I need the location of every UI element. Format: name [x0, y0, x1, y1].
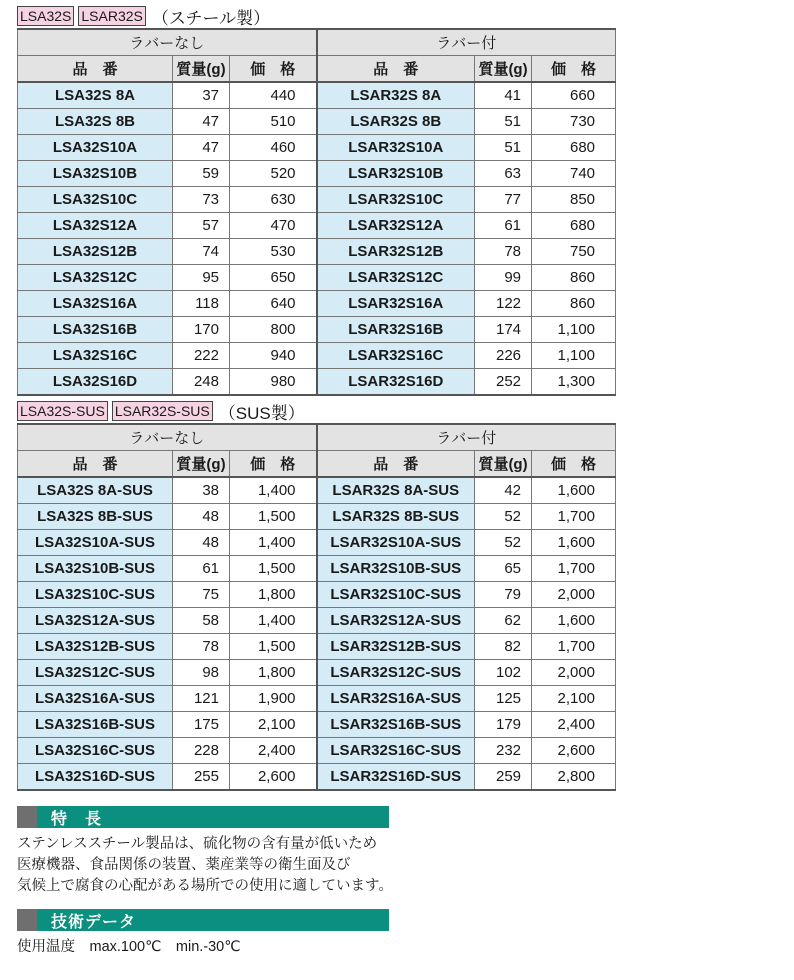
price-cell: 980 — [230, 369, 317, 396]
part-number-cell: LSA32S10A — [18, 135, 173, 161]
table-row — [18, 239, 616, 265]
mass-cell: 52 — [475, 530, 532, 556]
mass-cell: 79 — [475, 582, 532, 608]
features-title: 特 長 — [51, 810, 103, 828]
table-row — [18, 317, 616, 343]
price-cell: 850 — [532, 187, 616, 213]
col-header-mass: 質量(g) — [173, 56, 230, 83]
col-header-price: 価 格 — [532, 56, 616, 83]
part-number-cell: LSA32S12A-SUS — [18, 608, 173, 634]
part-number-cell: LSAR32S16B — [317, 317, 475, 343]
table-row — [18, 686, 616, 712]
section-title: （スチール製） — [151, 8, 271, 28]
part-number-cell: LSA32S16C — [18, 343, 173, 369]
price-cell: 530 — [230, 239, 317, 265]
price-cell: 630 — [230, 187, 317, 213]
section-title: （SUS製） — [218, 403, 305, 423]
part-number-cell: LSAR32S16D-SUS — [317, 764, 475, 791]
part-number-cell: LSA32S16A — [18, 291, 173, 317]
price-cell: 1,700 — [532, 504, 616, 530]
mass-cell: 248 — [173, 369, 230, 396]
table-row — [18, 161, 616, 187]
table-row — [18, 634, 616, 660]
part-number-cell: LSA32S12A — [18, 213, 173, 239]
price-cell: 2,600 — [230, 764, 317, 791]
group-header-with-rubber: ラバー付 — [317, 29, 616, 56]
table-row — [18, 109, 616, 135]
techdata-block — [17, 909, 389, 958]
mass-cell: 252 — [475, 369, 532, 396]
col-header-price: 価 格 — [532, 451, 616, 478]
group-header-with-rubber: ラバー付 — [317, 424, 616, 451]
mass-cell: 255 — [173, 764, 230, 791]
part-number-cell: LSAR32S16B-SUS — [317, 712, 475, 738]
sus-section — [17, 399, 615, 791]
mass-cell: 41 — [475, 82, 532, 109]
group-header-no-rubber: ラバーなし — [18, 29, 317, 56]
part-number-cell: LSAR32S10C — [317, 187, 475, 213]
table-row — [18, 135, 616, 161]
table-row — [18, 265, 616, 291]
col-header-mass: 質量(g) — [173, 451, 230, 478]
table-row — [18, 738, 616, 764]
table-row — [18, 582, 616, 608]
price-cell: 510 — [230, 109, 317, 135]
table-row — [18, 291, 616, 317]
part-number-cell: LSA32S16B-SUS — [18, 712, 173, 738]
price-cell: 520 — [230, 161, 317, 187]
price-cell: 1,100 — [532, 343, 616, 369]
part-number-cell: LSAR32S10B — [317, 161, 475, 187]
table-row — [18, 608, 616, 634]
part-number-cell: LSAR32S10A-SUS — [317, 530, 475, 556]
sus-price-table — [17, 423, 616, 791]
part-number-cell: LSAR32S16A-SUS — [317, 686, 475, 712]
part-number-cell: LSAR32S16C — [317, 343, 475, 369]
mass-cell: 77 — [475, 187, 532, 213]
table-row — [18, 187, 616, 213]
mass-cell: 228 — [173, 738, 230, 764]
part-number-cell: LSAR32S12A — [317, 213, 475, 239]
mass-cell: 179 — [475, 712, 532, 738]
price-cell: 860 — [532, 265, 616, 291]
table-row — [18, 82, 616, 109]
table-row — [18, 764, 616, 791]
price-cell: 470 — [230, 213, 317, 239]
col-header-price: 価 格 — [230, 56, 317, 83]
mass-cell: 99 — [475, 265, 532, 291]
mass-cell: 73 — [173, 187, 230, 213]
mass-cell: 232 — [475, 738, 532, 764]
mass-cell: 63 — [475, 161, 532, 187]
mass-cell: 47 — [173, 135, 230, 161]
part-number-cell: LSAR32S12B-SUS — [317, 634, 475, 660]
part-number-cell: LSA32S12C-SUS — [18, 660, 173, 686]
model-tag: LSAR32S-SUS — [112, 401, 213, 421]
techdata-heading-bar — [17, 909, 389, 931]
heading-marker — [17, 806, 37, 828]
mass-cell: 222 — [173, 343, 230, 369]
price-cell: 750 — [532, 239, 616, 265]
mass-cell: 62 — [475, 608, 532, 634]
mass-cell: 47 — [173, 109, 230, 135]
table-row — [18, 369, 616, 396]
features-line: 気候上で腐食の心配がある場所での使用に適しています。 — [17, 878, 393, 894]
mass-cell: 74 — [173, 239, 230, 265]
price-cell: 1,100 — [532, 317, 616, 343]
group-header-no-rubber: ラバーなし — [18, 424, 317, 451]
mass-cell: 170 — [173, 317, 230, 343]
price-cell: 740 — [532, 161, 616, 187]
price-cell: 440 — [230, 82, 317, 109]
part-number-cell: LSA32S10C — [18, 187, 173, 213]
part-number-cell: LSA32S10B — [18, 161, 173, 187]
price-cell: 1,500 — [230, 504, 317, 530]
price-cell: 1,700 — [532, 634, 616, 660]
mass-cell: 226 — [475, 343, 532, 369]
table-row — [18, 504, 616, 530]
features-heading-bar — [17, 806, 389, 828]
part-number-cell: LSA32S16D-SUS — [18, 764, 173, 791]
mass-cell: 82 — [475, 634, 532, 660]
table-row — [18, 660, 616, 686]
mass-cell: 37 — [173, 82, 230, 109]
mass-cell: 57 — [173, 213, 230, 239]
price-cell: 2,000 — [532, 582, 616, 608]
part-number-cell: LSAR32S10A — [317, 135, 475, 161]
heading-marker — [17, 909, 37, 931]
table-row — [18, 530, 616, 556]
mass-cell: 102 — [475, 660, 532, 686]
steel-table-body — [18, 82, 616, 395]
price-cell: 680 — [532, 213, 616, 239]
mass-cell: 125 — [475, 686, 532, 712]
part-number-cell: LSAR32S 8B — [317, 109, 475, 135]
part-number-cell: LSAR32S10C-SUS — [317, 582, 475, 608]
part-number-cell: LSA32S10C-SUS — [18, 582, 173, 608]
mass-cell: 98 — [173, 660, 230, 686]
part-number-cell: LSA32S12C — [18, 265, 173, 291]
price-cell: 1,600 — [532, 530, 616, 556]
part-number-cell: LSAR32S16D — [317, 369, 475, 396]
part-number-cell: LSA32S16A-SUS — [18, 686, 173, 712]
steel-section — [17, 4, 615, 396]
mass-cell: 174 — [475, 317, 532, 343]
col-header-part-number: 品 番 — [18, 56, 173, 83]
price-cell: 2,400 — [230, 738, 317, 764]
mass-cell: 78 — [475, 239, 532, 265]
table-row — [18, 343, 616, 369]
model-tag: LSA32S-SUS — [17, 401, 108, 421]
mass-cell: 52 — [475, 504, 532, 530]
mass-cell: 65 — [475, 556, 532, 582]
part-number-cell: LSAR32S 8A — [317, 82, 475, 109]
mass-cell: 42 — [475, 477, 532, 504]
price-cell: 1,400 — [230, 477, 317, 504]
part-number-cell: LSA32S 8A — [18, 82, 173, 109]
operating-temperature: 使用温度 max.100℃ min.-30℃ — [17, 939, 241, 955]
table-row — [18, 213, 616, 239]
table-row — [18, 712, 616, 738]
mass-cell: 78 — [173, 634, 230, 660]
price-cell: 940 — [230, 343, 317, 369]
part-number-cell: LSA32S 8A-SUS — [18, 477, 173, 504]
col-header-part-number: 品 番 — [317, 56, 475, 83]
mass-cell: 75 — [173, 582, 230, 608]
price-cell: 640 — [230, 291, 317, 317]
price-cell: 680 — [532, 135, 616, 161]
price-cell: 1,500 — [230, 634, 317, 660]
price-cell: 2,800 — [532, 764, 616, 791]
col-header-part-number: 品 番 — [317, 451, 475, 478]
part-number-cell: LSA32S12B — [18, 239, 173, 265]
price-cell: 2,000 — [532, 660, 616, 686]
col-header-price: 価 格 — [230, 451, 317, 478]
price-cell: 860 — [532, 291, 616, 317]
part-number-cell: LSA32S16C-SUS — [18, 738, 173, 764]
mass-cell: 51 — [475, 135, 532, 161]
price-cell: 2,400 — [532, 712, 616, 738]
col-header-mass: 質量(g) — [475, 56, 532, 83]
part-number-cell: LSA32S 8B — [18, 109, 173, 135]
table-row — [18, 556, 616, 582]
price-cell: 1,400 — [230, 608, 317, 634]
part-number-cell: LSAR32S 8B-SUS — [317, 504, 475, 530]
price-cell: 1,900 — [230, 686, 317, 712]
features-block — [17, 806, 393, 897]
price-cell: 1,500 — [230, 556, 317, 582]
part-number-cell: LSA32S12B-SUS — [18, 634, 173, 660]
features-line: ステンレススチール製品は、硫化物の含有量が低いため — [17, 836, 378, 852]
mass-cell: 121 — [173, 686, 230, 712]
part-number-cell: LSA32S10A-SUS — [18, 530, 173, 556]
price-cell: 1,800 — [230, 660, 317, 686]
part-number-cell: LSAR32S12A-SUS — [317, 608, 475, 634]
part-number-cell: LSAR32S10B-SUS — [317, 556, 475, 582]
price-cell: 2,100 — [230, 712, 317, 738]
mass-cell: 38 — [173, 477, 230, 504]
price-cell: 1,800 — [230, 582, 317, 608]
mass-cell: 95 — [173, 265, 230, 291]
price-cell: 460 — [230, 135, 317, 161]
mass-cell: 59 — [173, 161, 230, 187]
price-cell: 1,600 — [532, 477, 616, 504]
price-cell: 730 — [532, 109, 616, 135]
steel-price-table — [17, 28, 616, 396]
col-header-part-number: 品 番 — [18, 451, 173, 478]
part-number-cell: LSA32S 8B-SUS — [18, 504, 173, 530]
price-cell: 1,700 — [532, 556, 616, 582]
price-cell: 800 — [230, 317, 317, 343]
part-number-cell: LSAR32S16C-SUS — [317, 738, 475, 764]
model-tag: LSAR32S — [78, 6, 145, 26]
mass-cell: 175 — [173, 712, 230, 738]
mass-cell: 118 — [173, 291, 230, 317]
price-cell: 650 — [230, 265, 317, 291]
mass-cell: 122 — [475, 291, 532, 317]
mass-cell: 58 — [173, 608, 230, 634]
mass-cell: 48 — [173, 504, 230, 530]
mass-cell: 51 — [475, 109, 532, 135]
part-number-cell: LSAR32S12C — [317, 265, 475, 291]
sus-section-header — [17, 399, 615, 423]
price-cell: 1,400 — [230, 530, 317, 556]
steel-section-header — [17, 4, 615, 28]
part-number-cell: LSAR32S12B — [317, 239, 475, 265]
techdata-title: 技術データ — [51, 913, 137, 931]
sus-table-body — [18, 477, 616, 790]
col-header-mass: 質量(g) — [475, 451, 532, 478]
part-number-cell: LSAR32S16A — [317, 291, 475, 317]
part-number-cell: LSA32S16B — [18, 317, 173, 343]
price-cell: 660 — [532, 82, 616, 109]
mass-cell: 61 — [475, 213, 532, 239]
price-cell: 1,300 — [532, 369, 616, 396]
mass-cell: 48 — [173, 530, 230, 556]
part-number-cell: LSAR32S 8A-SUS — [317, 477, 475, 504]
price-cell: 1,600 — [532, 608, 616, 634]
price-cell: 2,100 — [532, 686, 616, 712]
price-cell: 2,600 — [532, 738, 616, 764]
model-tag: LSA32S — [17, 6, 74, 26]
part-number-cell: LSA32S16D — [18, 369, 173, 396]
features-line: 医療機器、食品関係の装置、薬産業等の衛生面及び — [17, 857, 351, 873]
part-number-cell: LSAR32S12C-SUS — [317, 660, 475, 686]
mass-cell: 61 — [173, 556, 230, 582]
table-row — [18, 477, 616, 504]
mass-cell: 259 — [475, 764, 532, 791]
part-number-cell: LSA32S10B-SUS — [18, 556, 173, 582]
features-text — [17, 834, 393, 897]
